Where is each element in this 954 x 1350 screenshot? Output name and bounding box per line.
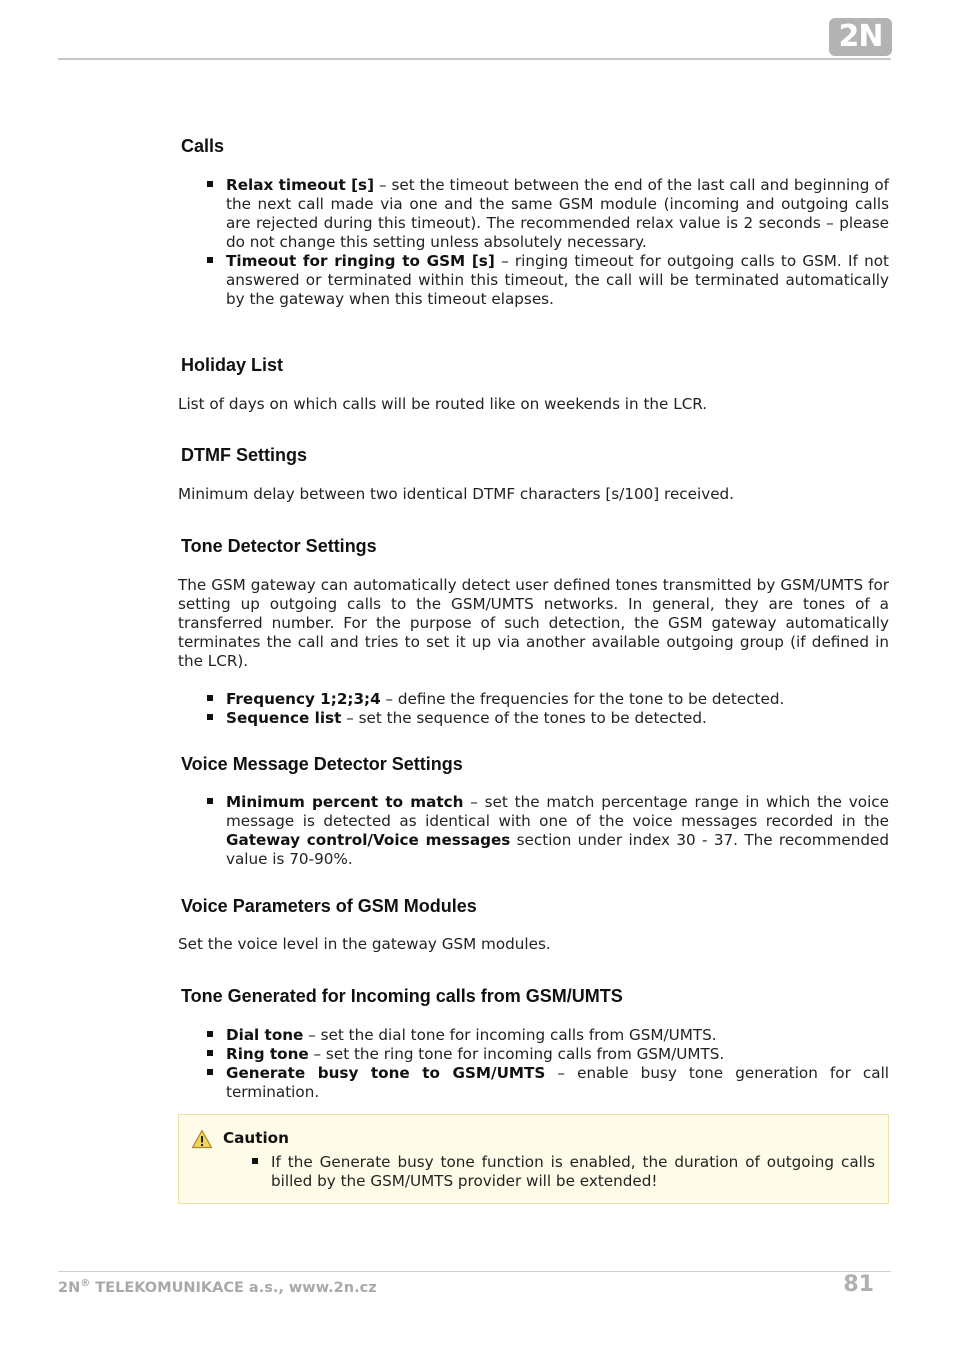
caution-box <box>178 1114 889 1204</box>
list-item <box>206 176 889 252</box>
term: Minimum percent to match <box>226 793 464 811</box>
voice-message-list <box>206 793 889 869</box>
list-item <box>206 252 889 309</box>
list-item: If the Generate busy tone function is enabled, the duration of outgoing calls billed by the GSM/UMTS provider will be extended! <box>251 1153 875 1191</box>
section-title-tone-generated: Tone Generated for Incoming calls from GSM/UMTS <box>181 986 623 1006</box>
description: – set the ring tone for incoming calls from GSM/UMTS. <box>308 1045 725 1063</box>
list-item <box>206 709 889 728</box>
list-item <box>206 793 889 869</box>
section-title-voice-message: Voice Message Detector Settings <box>181 754 463 774</box>
section-title-voice-params: Voice Parameters of GSM Modules <box>181 896 477 916</box>
section-title-dtmf: DTMF Settings <box>181 445 307 465</box>
description: – set the timeout between the end of the last call and beginning of the next call made via one and the same GSM module (incoming and outgoing calls are rejected during this timeout). The recommended relax value is 2 seconds – please do not change this setting unless absolutely necessary. <box>226 176 889 251</box>
footer-company <box>58 1278 377 1296</box>
tone-detector-text: The GSM gateway can automatically detect user defined tones transmitted by GSM/UMTS for setting up outgoing calls to the GSM/UMTS networks. In general, they are tones of a transferred number. For the purpose of such detection, the GSM gateway automatically terminates the call and tries to set it up via another available outgoing group (if defined in the LCR). <box>178 576 889 670</box>
list-item <box>206 1064 889 1102</box>
list-item <box>206 1045 889 1064</box>
term: Relax timeout [s] <box>226 176 375 194</box>
section-title-tone-detector: Tone Detector Settings <box>181 536 377 556</box>
description: – set the match percentage range in which the voice message is detected as identical with one of the voice messages recorded in the <box>226 793 889 830</box>
term: Ring tone <box>226 1045 309 1063</box>
description: – ringing timeout for outgoing calls to GSM. If not answered or terminated within this timeout, the call will be terminated automatically by the gateway when this timeout elapses. <box>226 252 889 308</box>
holiday-text: List of days on which calls will be routed like on weekends in the LCR. <box>178 395 708 413</box>
term: Dial tone <box>226 1026 304 1044</box>
description: section under index 30 - 37. The recommended value is 70-90%. <box>226 831 889 868</box>
section-title-calls: Calls <box>181 136 225 156</box>
description: – define the frequencies for the tone to be detected. <box>380 690 785 708</box>
term: Sequence list <box>226 709 342 727</box>
tone-detector-list <box>206 690 889 728</box>
term: Generate busy tone to GSM/UMTS <box>226 1064 546 1082</box>
description: – set the dial tone for incoming calls from GSM/UMTS. <box>303 1026 717 1044</box>
voice-params-text: Set the voice level in the gateway GSM modules. <box>178 935 551 953</box>
caution-list <box>251 1153 875 1191</box>
term: Timeout for ringing to GSM [s] <box>226 252 495 270</box>
registered-mark: ® <box>80 1278 91 1289</box>
footer-brand: 2N <box>58 1279 81 1296</box>
footer-divider <box>58 1271 891 1272</box>
footer-company-name: TELEKOMUNIKACE a.s., www.2n.cz <box>90 1279 377 1296</box>
list-item <box>206 1026 889 1045</box>
menu-reference: Gateway control/Voice messages <box>226 831 511 849</box>
warning-triangle-icon <box>191 1129 213 1149</box>
description: – enable busy tone generation for call termination. <box>226 1064 890 1101</box>
caution-title: Caution <box>223 1129 289 1147</box>
page-number: 81 <box>843 1272 874 1297</box>
header-divider <box>58 58 891 60</box>
company-logo: 2N <box>829 18 892 56</box>
dtmf-text: Minimum delay between two identical DTMF characters [s/100] received. <box>178 485 735 503</box>
section-title-holiday: Holiday List <box>181 355 284 375</box>
term: Frequency 1;2;3;4 <box>226 690 381 708</box>
description: – set the sequence of the tones to be detected. <box>341 709 707 727</box>
calls-list <box>206 176 889 309</box>
tone-generated-list <box>206 1026 889 1102</box>
list-item <box>206 690 889 709</box>
